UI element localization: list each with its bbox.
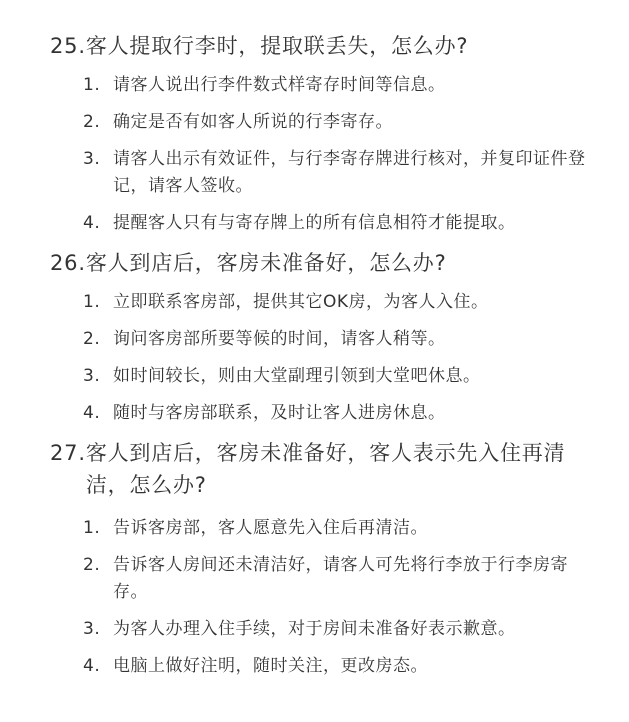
answer-item xyxy=(83,552,599,606)
answer-item xyxy=(83,515,599,542)
answer-number: 3. xyxy=(83,149,101,169)
faq-section-26 xyxy=(50,247,599,427)
answer-number: 2. xyxy=(83,329,101,349)
faq-section-25 xyxy=(50,30,599,237)
answer-number: 2. xyxy=(83,112,101,132)
answer-text: 告诉客房部，客人愿意先入住后再清洁。 xyxy=(113,518,428,538)
answer-number: 1. xyxy=(83,292,101,312)
question-number: 27. xyxy=(50,441,86,465)
answer-item xyxy=(83,210,599,237)
answer-number: 1. xyxy=(83,75,101,95)
answer-text: 询问客房部所要等候的时间，请客人稍等。 xyxy=(113,329,446,349)
question-title xyxy=(50,247,599,279)
answer-item xyxy=(83,616,599,643)
answer-text: 随时与客房部联系，及时让客人进房休息。 xyxy=(113,403,446,423)
answer-text: 请客人说出行李件数式样寄存时间等信息。 xyxy=(113,75,446,95)
answer-text: 立即联系客房部，提供其它OK房，为客人入住。 xyxy=(113,292,489,312)
answer-number: 1. xyxy=(83,518,101,538)
answer-item xyxy=(83,109,599,136)
answer-text: 电脑上做好注明，随时关注，更改房态。 xyxy=(113,656,428,676)
answer-item xyxy=(83,653,599,680)
answer-number: 4. xyxy=(83,403,101,423)
answer-text: 提醒客人只有与寄存牌上的所有信息相符才能提取。 xyxy=(113,213,516,233)
answer-text: 告诉客人房间还未清洁好，请客人可先将行李放于行李房寄存。 xyxy=(113,555,568,602)
answer-item xyxy=(83,326,599,353)
answer-text: 请客人出示有效证件，与行李寄存牌进行核对，并复印证件登记，请客人签收。 xyxy=(113,149,586,196)
answer-number: 3. xyxy=(83,619,101,639)
answer-item xyxy=(83,363,599,390)
answer-text: 确定是否有如客人所说的行李寄存。 xyxy=(113,112,393,132)
answer-number: 4. xyxy=(83,213,101,233)
answer-text: 如时间较长，则由大堂副理引领到大堂吧休息。 xyxy=(113,366,481,386)
answer-item xyxy=(83,400,599,427)
question-title xyxy=(50,30,599,62)
answer-number: 3. xyxy=(83,366,101,386)
answer-number: 2. xyxy=(83,555,101,575)
question-number: 26. xyxy=(50,251,86,275)
answer-number: 4. xyxy=(83,656,101,676)
answer-list xyxy=(50,72,599,237)
question-text: 客人到店后，客房未准备好，怎么办? xyxy=(85,251,447,275)
faq-section-27 xyxy=(50,437,599,680)
answer-list xyxy=(50,515,599,680)
answer-text: 为客人办理入住手续，对于房间未准备好表示歉意。 xyxy=(113,619,516,639)
answer-item xyxy=(83,289,599,316)
question-text: 客人提取行李时，提取联丢失，怎么办? xyxy=(85,34,469,58)
answer-item xyxy=(83,72,599,99)
answer-item xyxy=(83,146,599,200)
question-text: 客人到店后，客房未准备好，客人表示先入住再清洁，怎么办? xyxy=(85,441,566,497)
question-number: 25. xyxy=(50,34,86,58)
question-title xyxy=(50,437,599,501)
answer-list xyxy=(50,289,599,427)
